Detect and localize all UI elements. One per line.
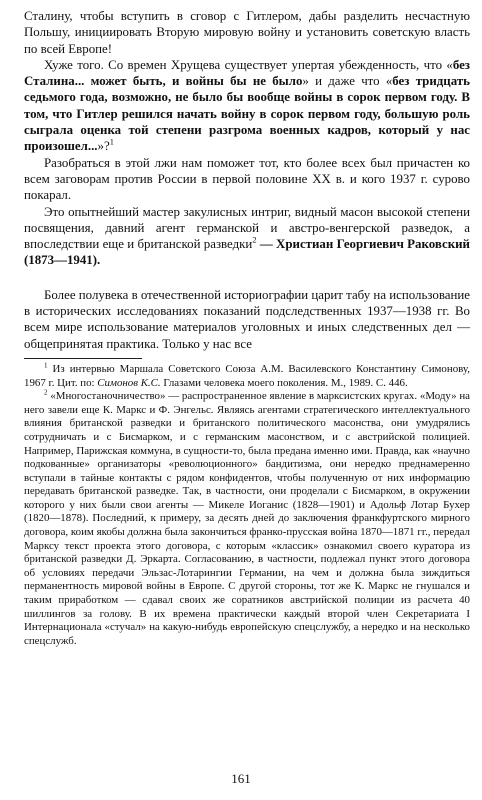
paragraph-5-text: Более полувека в отечественной историографии царит табу на использование в исторических исследованиях показаний подследственных 1937—1938 гг. Во всем мире использование материалов уголовных и иных следственных дел — общепринятая практика. Только у нас все (24, 287, 470, 351)
main-text (24, 8, 470, 352)
paragraph-5 (24, 287, 470, 352)
paragraph-4-text: Это опытнейший мастер закулисных интриг, видный масон высокой степени посвящения, давний агент германской и австро-венгерской разведок, а впоследствии еще и британской разведки (24, 204, 470, 252)
footnote-2-mark: 2 (44, 388, 48, 397)
footnote-ref-1: 1 (109, 138, 114, 148)
book-page (24, 8, 470, 648)
footnote-1-mark: 1 (44, 361, 48, 370)
paragraph-2-text-c: » и даже что « (302, 74, 393, 89)
paragraph-2-text-a: Хуже того. Со времен Хрущева существует упертая убежденность, что « (44, 57, 453, 72)
footnote-1-author: Симонов К.С. (97, 376, 161, 389)
paragraph-3-text: Разобраться в этой лжи нам поможет тот, кто более всех был причастен ко всем заговорам против России в первой половине XX в. и кого 1937 г. сурово покарал. (24, 155, 470, 203)
footnote-ref-2: 2 (252, 235, 257, 245)
footnote-1-text-c: Глазами человека моего поколения. М., 1989. С. 446. (160, 376, 408, 389)
paragraph-2-quote-2: без тридцать седьмого года, возможно, не было бы вообще войны в сорок первом году. В том, что Гитлер решился начать войну в сорок первом году, большую роль сыграла оценка той степени разгрома военных кадров, который у нас произошел... (24, 74, 470, 154)
footnote-1-text-a: Из интервью Маршала Советского Союза А.М. Василевского Константину Симонову, 1967 г. Цит. по: (24, 362, 470, 389)
paragraph-2-text-e: »? (97, 139, 110, 154)
paragraph-2-quote-1: без Сталина... может быть, и войны бы не было (24, 57, 470, 89)
footnotes (24, 363, 470, 648)
footnote-2-text: «Многостаночничество» — распространенное явление в марксистских кругах. «Моду» на него завели еще К. Маркс и Ф. Энгельс. Являясь агентами стратегического интеллектуального влияния британской разведки и британского политического масонства, они умудрялись сотрудничать и с Бисмарком, и с германским масонством, и с австрийской полицией. Например, Парижская коммуна, в сущности-то, была предана именно ими. Правда, как «научно подкованные» организаторы «революционного» бандитизма, они нередко преднамеренно вступали в тайные контакты с рядом конфидентов, чтобы полученную от них информацию передавать британской разведке. Так, в частности, они проделали с Бисмарком, в окружении которого у них были свои агенты — Микеле Иоганис (1828—1901) и Адольф Лотар Бухер (1820—1878). Последний, к примеру, за десять дней до заключения франкфуртского мирного договора, коим якобы должна была закончиться франко-прусская война 1870—1871 гг., передал Марксу текст проекта этого договора, с которым «классик» ознакомил своего куратора из британской разведки Д. Эркарта. Согласованию, в частности, подлежал пункт этого договора об условиях передачи Эльзас-Лотарингии Германии, на чем и должна была зиждиться перманентность мировой войны в Европе. С другой стороны, тот же К. Маркс не гнушался и таким приработком — сдавал своих же соратников австрийской полиции из расчета 40 шиллингов за голову. В их времена практически каждый второй член Секретариата I Интернационала «стучал» на какую-нибудь европейскую спецслужбу, а нередко и на несколько спецслужб. (24, 390, 470, 647)
paragraph-2 (24, 57, 470, 155)
paragraph-4-name: — Христиан Георгиевич Раковский (1873—1941). (24, 237, 470, 268)
paragraph-1-text: Сталину, чтобы вступить в сговор с Гитлером, дабы разделить несчастную Польшу, инициировать Вторую мировую войну и установить советскую власть по всей Европе! (24, 9, 470, 56)
footnote-2 (24, 390, 470, 648)
footnote-1 (24, 363, 470, 390)
footnote-separator (24, 358, 142, 359)
paragraph-1 (24, 8, 470, 57)
paragraph-4 (24, 204, 470, 269)
page-number: 161 (231, 771, 251, 786)
paragraph-3 (24, 155, 470, 204)
